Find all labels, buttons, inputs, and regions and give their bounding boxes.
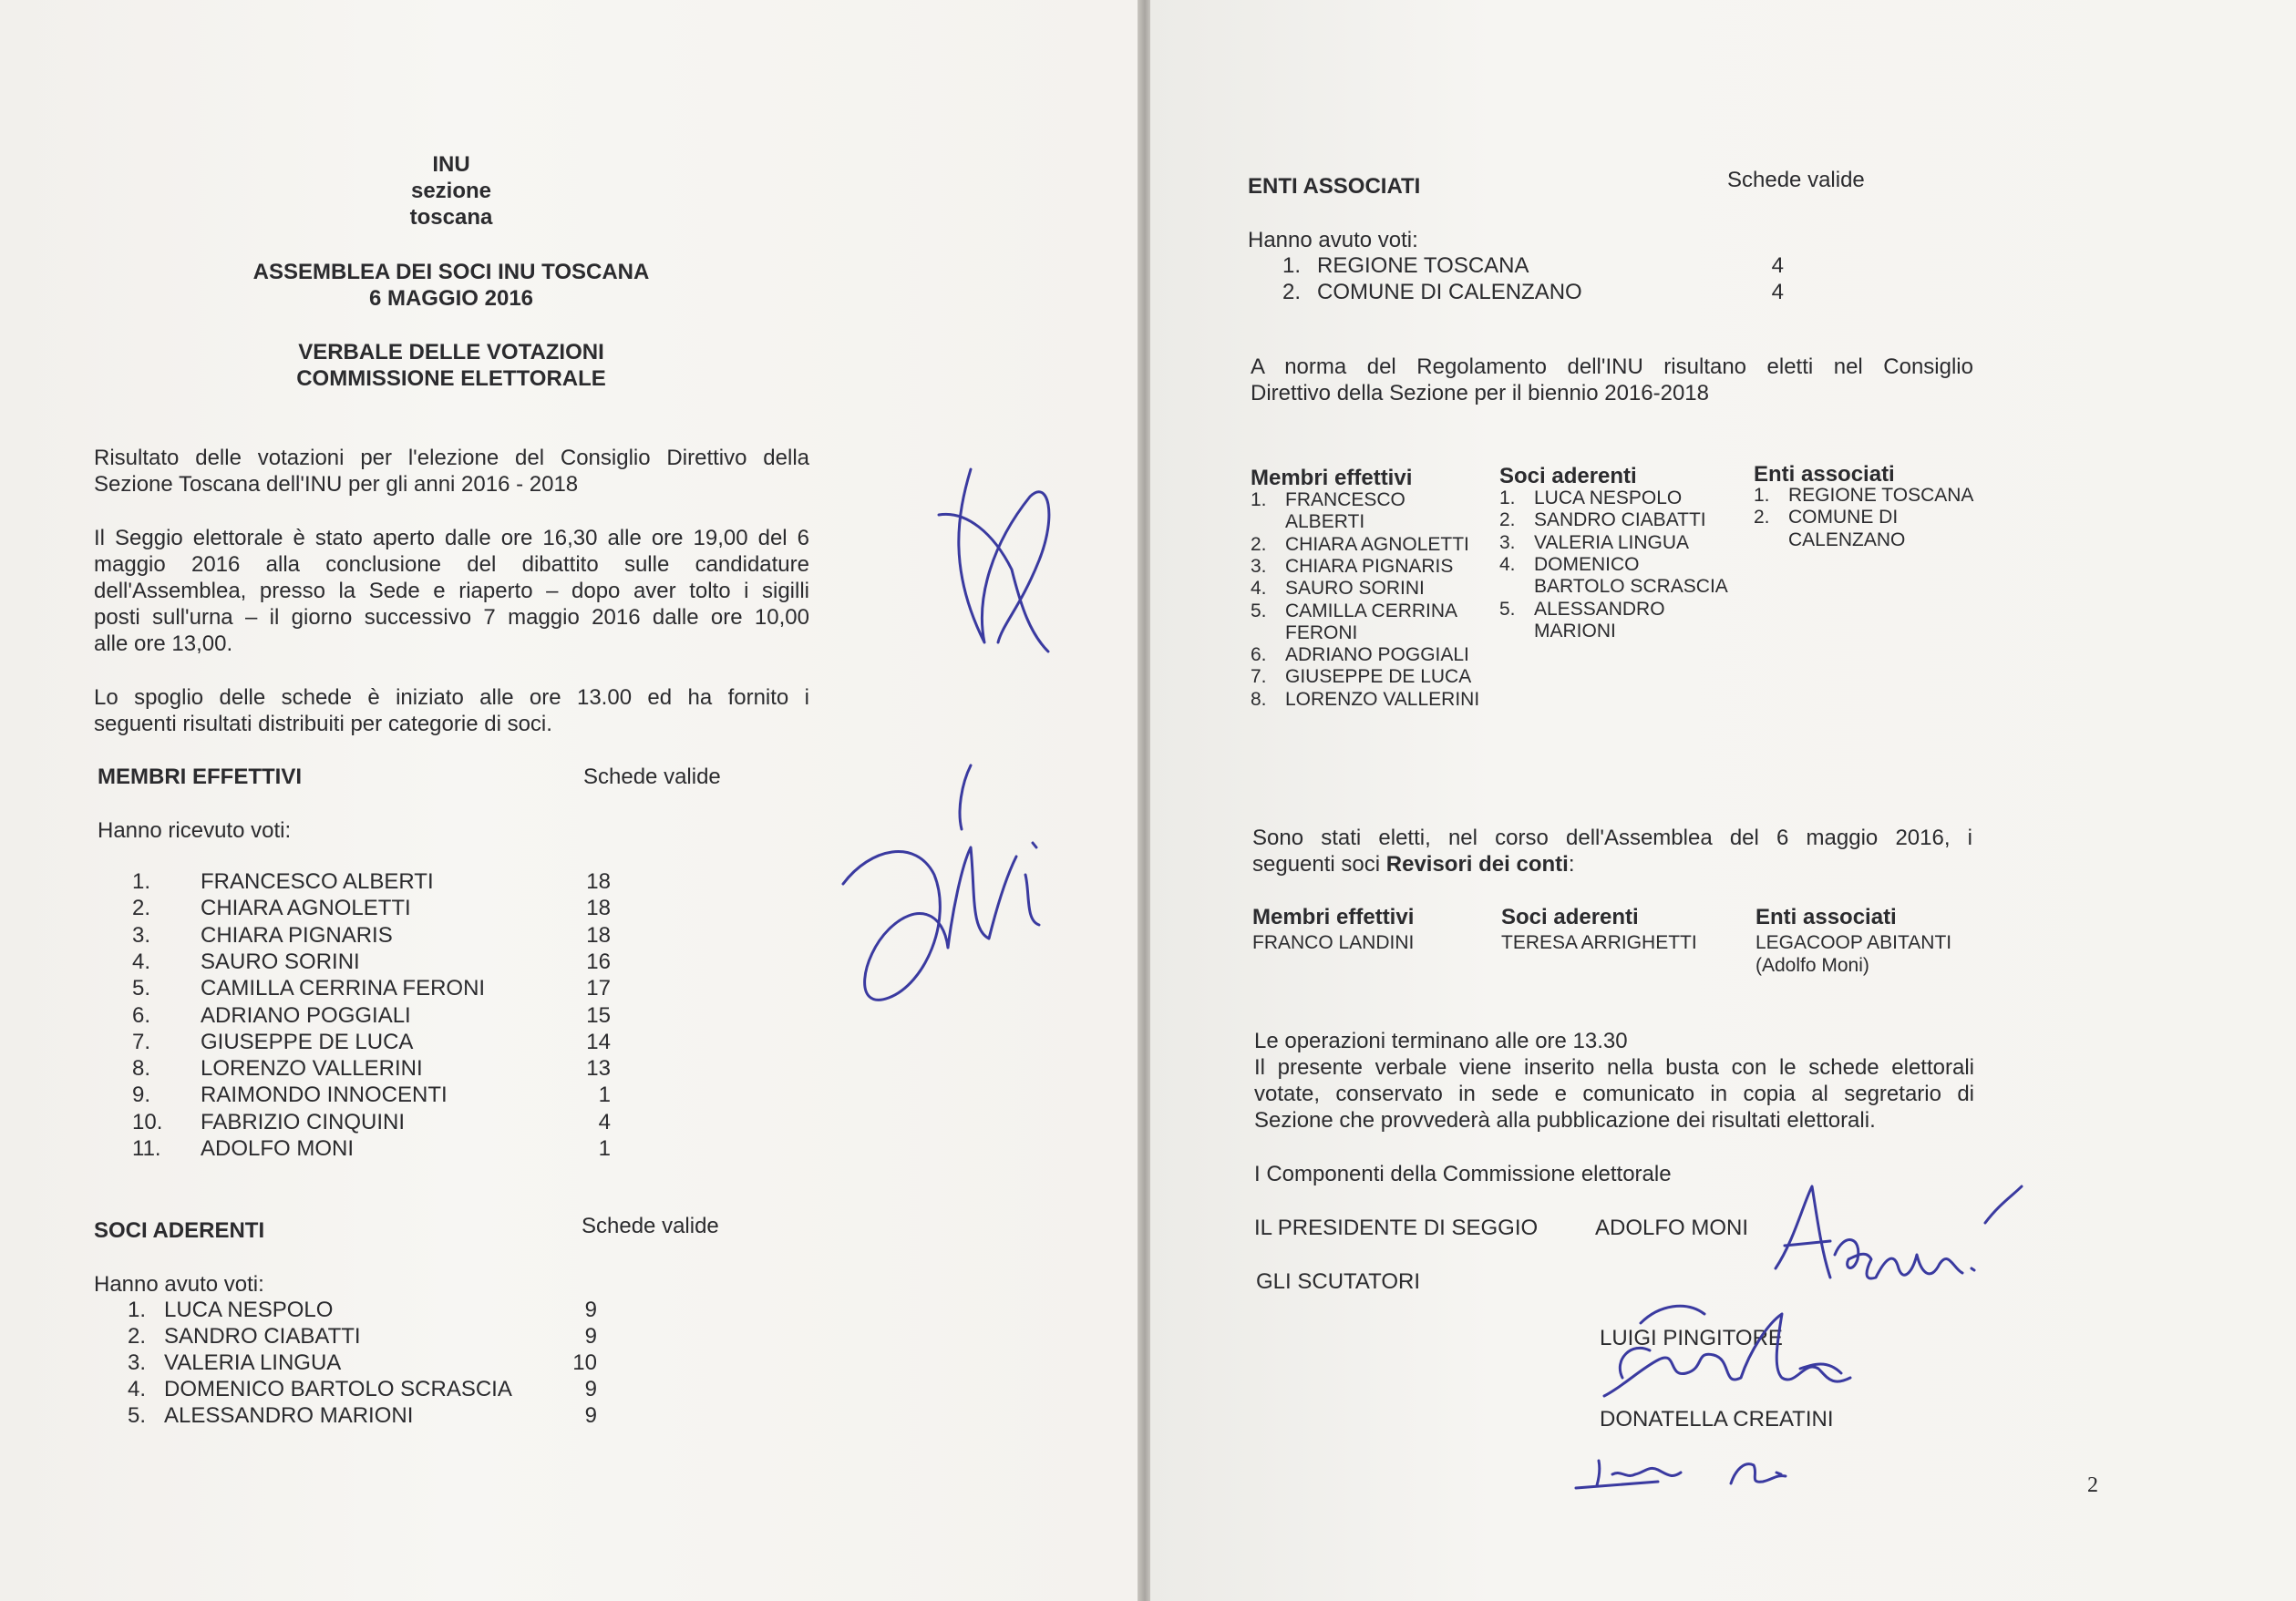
elected-number: 8.: [1251, 688, 1267, 710]
assembly-title: ASSEMBLEA DEI SOCI INU TOSCANA: [252, 260, 650, 284]
membri-heading: MEMBRI EFFETTIVI: [98, 765, 302, 789]
enti-schede-label: Schede valide: [1727, 168, 1865, 192]
row-number: 10.: [132, 1109, 163, 1134]
candidate-name: DOMENICO BARTOLO SCRASCIA: [164, 1377, 512, 1401]
candidate-name: ADRIANO POGGIALI: [201, 1002, 411, 1028]
elected-name: GIUSEPPE DE LUCA: [1285, 666, 1472, 688]
candidate-name: FRANCESCO ALBERTI: [201, 869, 434, 894]
elected-number: 5.: [1499, 598, 1516, 620]
elected-name-cont: FERONI: [1285, 621, 1358, 643]
row-number: 5.: [132, 976, 151, 1001]
elected-name: LORENZO VALLERINI: [1285, 688, 1480, 710]
handwritten-signature: [1766, 1168, 2076, 1296]
vote-count: 18: [586, 896, 611, 921]
vote-count: 9: [584, 1377, 597, 1401]
soci-intro: Hanno avuto voti:: [94, 1272, 264, 1297]
candidate-name: FABRIZIO CINQUINI: [201, 1109, 406, 1134]
vote-count: 1: [598, 1083, 611, 1108]
scrutatore-2: DONATELLA CREATINI: [1600, 1407, 1834, 1432]
candidate-name: SAURO SORINI: [201, 949, 360, 974]
elected-col3-heading: Enti associati: [1754, 462, 1895, 487]
vote-count: 16: [586, 949, 611, 974]
presidente-name: ADOLFO MONI: [1595, 1216, 1749, 1240]
revisori-col2-heading: Soci aderenti: [1501, 905, 1639, 929]
presidente-label: IL PRESIDENTE DI SEGGIO: [1254, 1216, 1539, 1240]
elected-col1-heading: Membri effettivi: [1251, 466, 1413, 490]
revisori-col3-value2: (Adolfo Moni): [1755, 955, 1869, 976]
row-number: 4.: [132, 949, 151, 974]
left-page: INU sezione toscana ASSEMBLEA DEI SOCI INU TOSCANA 6 MAGGIO 2016 VERBALE DELLE VOTAZIONI COMMISSIONE ELETTORALE Risultato delle votazioni per l'elezione del Consiglio Direttivo della Sezione Toscana dell'INU per gli anni 2016 - 2018 Il Seggio elettorale è stato aperto dalle ore 16,30 alle ore 19,00 del 6 maggio 2016 alla conclusione del dibattito sulle candidature dell'Assemblea, presso la Sede e riaperto – dopo aver tolto i sigilli posti sull'urna – il giorno successivo 7 maggio 2016 dalle ore 10,00 alle ore 13,00. Lo spoglio delle schede è iniziato alle ore 13.00 ed ha fornito i seguenti risultati distribuiti per categorie di soci. MEMBRI EFFETTIVI Schede valide Hanno ricevuto voti: 1. FRANCESCO ALBERTI 18 2. CHIARA AGNOLETTI 18 3. CHIARA PIGNARIS 18 4. SAURO SORINI 16 5. CAMILLA CERRINA FERONI 17 6. ADRIANO POGGIALI 15 7. GIUSEPPE DE LUCA 14 8. LORENZO VALLERINI 13 9. RAIMONDO INNOCENTI 1 10. FABRIZIO CINQUINI 4 11. ADOLFO MONI 1 SOCI ADERENTI Schede valide Hanno avuto voti: 1. LUCA NESPOLO 9 2. SANDRO CIABATTI 9 3. VALERIA LINGUA 10 4. DOMENICO BARTOLO SCRASCIA 9 5. ALESSANDRO MARIONI 9: [0, 0, 1139, 1601]
candidate-name: CHIARA AGNOLETTI: [201, 896, 411, 921]
elected-name: FRANCESCO: [1285, 489, 1405, 510]
page-number: 2: [2087, 1473, 2098, 1497]
elected-number: 1.: [1251, 489, 1267, 510]
handwritten-signature: [1571, 1447, 1808, 1502]
row-number: 9.: [132, 1083, 151, 1108]
revisori-col3-heading: Enti associati: [1755, 905, 1897, 929]
elected-name: COMUNE DI: [1788, 507, 1899, 529]
candidate-name: REGIONE TOSCANA: [1317, 253, 1529, 278]
row-number: 3.: [128, 1350, 147, 1375]
revisori-col2-value: TERESA ARRIGHETTI: [1501, 932, 1697, 953]
vote-count: 18: [586, 922, 611, 948]
handwritten-signature: [921, 460, 1085, 688]
enti-intro: Hanno avuto voti:: [1248, 228, 1418, 252]
elected-name: SANDRO CIABATTI: [1534, 509, 1706, 531]
scrutatore-1: LUIGI PINGITORE: [1600, 1326, 1783, 1350]
componenti-line: I Componenti della Commissione elettorale: [1254, 1162, 1672, 1186]
vote-count: 9: [584, 1324, 597, 1349]
row-number: 5.: [128, 1403, 147, 1428]
membri-intro: Hanno ricevuto voti:: [98, 818, 292, 843]
elected-name: VALERIA LINGUA: [1534, 531, 1690, 553]
revisori-col1-value: FRANCO LANDINI: [1252, 932, 1415, 953]
revisori-label: Revisori dei conti: [1385, 852, 1569, 877]
elected-name-cont: ALBERTI: [1285, 511, 1365, 533]
row-number: 2.: [128, 1324, 147, 1349]
elected-number: 5.: [1251, 600, 1267, 621]
row-number: 1.: [132, 869, 151, 894]
header-line3: toscana: [409, 205, 493, 230]
row-number: 4.: [128, 1377, 147, 1401]
row-number: 1.: [1282, 253, 1302, 278]
elected-number: 7.: [1251, 666, 1267, 688]
row-number: 2.: [132, 896, 151, 921]
vote-count: 4: [1771, 253, 1784, 278]
candidate-name: CHIARA PIGNARIS: [201, 922, 393, 948]
row-number: 3.: [132, 922, 151, 948]
elected-name-cont: MARIONI: [1534, 620, 1616, 641]
elected-number: 3.: [1251, 555, 1267, 577]
vote-count: 1: [598, 1136, 611, 1161]
elected-name-cont: BARTOLO SCRASCIA: [1534, 576, 1728, 598]
row-number: 2.: [1282, 280, 1302, 304]
elected-name: ALESSANDRO: [1534, 598, 1665, 620]
row-number: 1.: [128, 1298, 147, 1322]
right-page: ENTI ASSOCIATI Schede valide Hanno avuto voti: 1. REGIONE TOSCANA 4 2. COMUNE DI CALENZANO 4 A norma del Regolamento dell'INU risultano eletti nel Consiglio Direttivo della Sezione per il biennio 2016-2018 Membri effettivi Soci aderenti Enti associati 1. FRANCESCO ALBERTI 2. CHIARA AGNOLETTI 3. CHIARA PIGNARIS 4. SAURO SORINI 5. CAMILLA CERRINA FERONI 6. ADRIANO POGGIALI 7. GIUSEPPE DE LUCA 8. LORENZO VALLERINI 1. LUCA NESPOLO 2. SANDRO CIABATTI 3. VALERIA LINGUA 4. DOMENICO BARTOLO SCRASCIA 5. ALESSANDRO MARIONI 1. REGIONE TOSCANA 2. COMUNE DI CALENZANO Sono stati eletti, nel corso dell'Assemblea del 6 maggio 2016, i seguenti soci Revisori dei conti: Membri effettivi FRANCO LANDINI Soci aderenti TERESA ARRIGHETTI Enti associati LEGACOOP ABITANTI (Adolfo Moni) Le operazioni terminano alle ore 13.30 Il presente verbale viene inserito nella busta con le schede elettorali votate, conservato in sede e comunicato in copia al segretario di Sezione che provvederà alla pubblicazione dei risultati elettorali. I Componenti della Commissione elettorale IL PRESIDENTE DI SEGGIO ADOLFO MONI GLI SCUTATORI LUIGI PINGITORE DONATELLA CREATINI 2: [1150, 0, 2296, 1601]
commission-title: COMMISSIONE ELETTORALE: [296, 366, 606, 391]
elected-number: 4.: [1251, 578, 1267, 600]
soci-schede-label: Schede valide: [582, 1214, 719, 1238]
elected-name: LUCA NESPOLO: [1534, 487, 1683, 508]
vote-count: 13: [586, 1056, 611, 1082]
elected-name: CAMILLA CERRINA: [1285, 600, 1458, 621]
vote-count: 4: [1771, 280, 1784, 304]
elected-name: CHIARA AGNOLETTI: [1285, 533, 1469, 555]
enti-heading: ENTI ASSOCIATI: [1248, 174, 1421, 199]
vote-count: 9: [584, 1403, 597, 1428]
elected-name: CHIARA PIGNARIS: [1285, 555, 1454, 577]
row-number: 7.: [132, 1029, 151, 1054]
candidate-name: VALERIA LINGUA: [164, 1350, 342, 1375]
elected-number: 6.: [1251, 644, 1267, 666]
vote-count: 15: [586, 1002, 611, 1028]
candidate-name: LUCA NESPOLO: [164, 1298, 334, 1322]
handwritten-signature: [1586, 1287, 1878, 1423]
candidate-name: COMUNE DI CALENZANO: [1317, 280, 1582, 304]
elected-number: 2.: [1251, 533, 1267, 555]
vote-count: 4: [598, 1109, 611, 1134]
elected-name: DOMENICO: [1534, 553, 1640, 575]
vote-count: 18: [586, 869, 611, 894]
elected-number: 2.: [1754, 507, 1770, 529]
header-line1: INU: [432, 152, 470, 177]
elected-col2-heading: Soci aderenti: [1499, 464, 1637, 488]
elected-number: 2.: [1499, 509, 1516, 531]
vote-count: 17: [586, 976, 611, 1001]
elected-name: ADRIANO POGGIALI: [1285, 644, 1469, 666]
elected-number: 1.: [1754, 485, 1770, 506]
assembly-date: 6 MAGGIO 2016: [368, 286, 534, 311]
row-number: 6.: [132, 1002, 151, 1028]
row-number: 8.: [132, 1056, 151, 1082]
elected-name-cont: CALENZANO: [1788, 529, 1906, 550]
candidate-name: ALESSANDRO MARIONI: [164, 1403, 414, 1428]
revisori-col1-heading: Membri effettivi: [1252, 905, 1415, 929]
elected-name: SAURO SORINI: [1285, 578, 1425, 600]
elected-number: 4.: [1499, 553, 1516, 575]
candidate-name: RAIMONDO INNOCENTI: [201, 1083, 448, 1108]
header-line2: sezione: [410, 179, 492, 203]
vote-count: 9: [584, 1298, 597, 1322]
row-number: 11.: [132, 1136, 161, 1161]
elected-number: 3.: [1499, 531, 1516, 553]
elected-name: REGIONE TOSCANA: [1788, 485, 1974, 506]
candidate-name: ADOLFO MONI: [201, 1136, 355, 1161]
candidate-name: LORENZO VALLERINI: [201, 1056, 423, 1082]
candidate-name: GIUSEPPE DE LUCA: [201, 1029, 414, 1054]
vote-count: 14: [586, 1029, 611, 1054]
candidate-name: SANDRO CIABATTI: [164, 1324, 361, 1349]
candidate-name: CAMILLA CERRINA FERONI: [201, 976, 486, 1001]
soci-heading: SOCI ADERENTI: [94, 1218, 265, 1243]
scrutatori-label: GLI SCUTATORI: [1256, 1269, 1421, 1294]
revisori-col3-value: LEGACOOP ABITANTI: [1755, 932, 1952, 953]
vote-count: 10: [572, 1350, 597, 1375]
elected-number: 1.: [1499, 487, 1516, 508]
membri-schede-label: Schede valide: [583, 765, 721, 789]
handwritten-signature: [834, 747, 1071, 1030]
verbale-title: VERBALE DELLE VOTAZIONI: [298, 340, 604, 364]
